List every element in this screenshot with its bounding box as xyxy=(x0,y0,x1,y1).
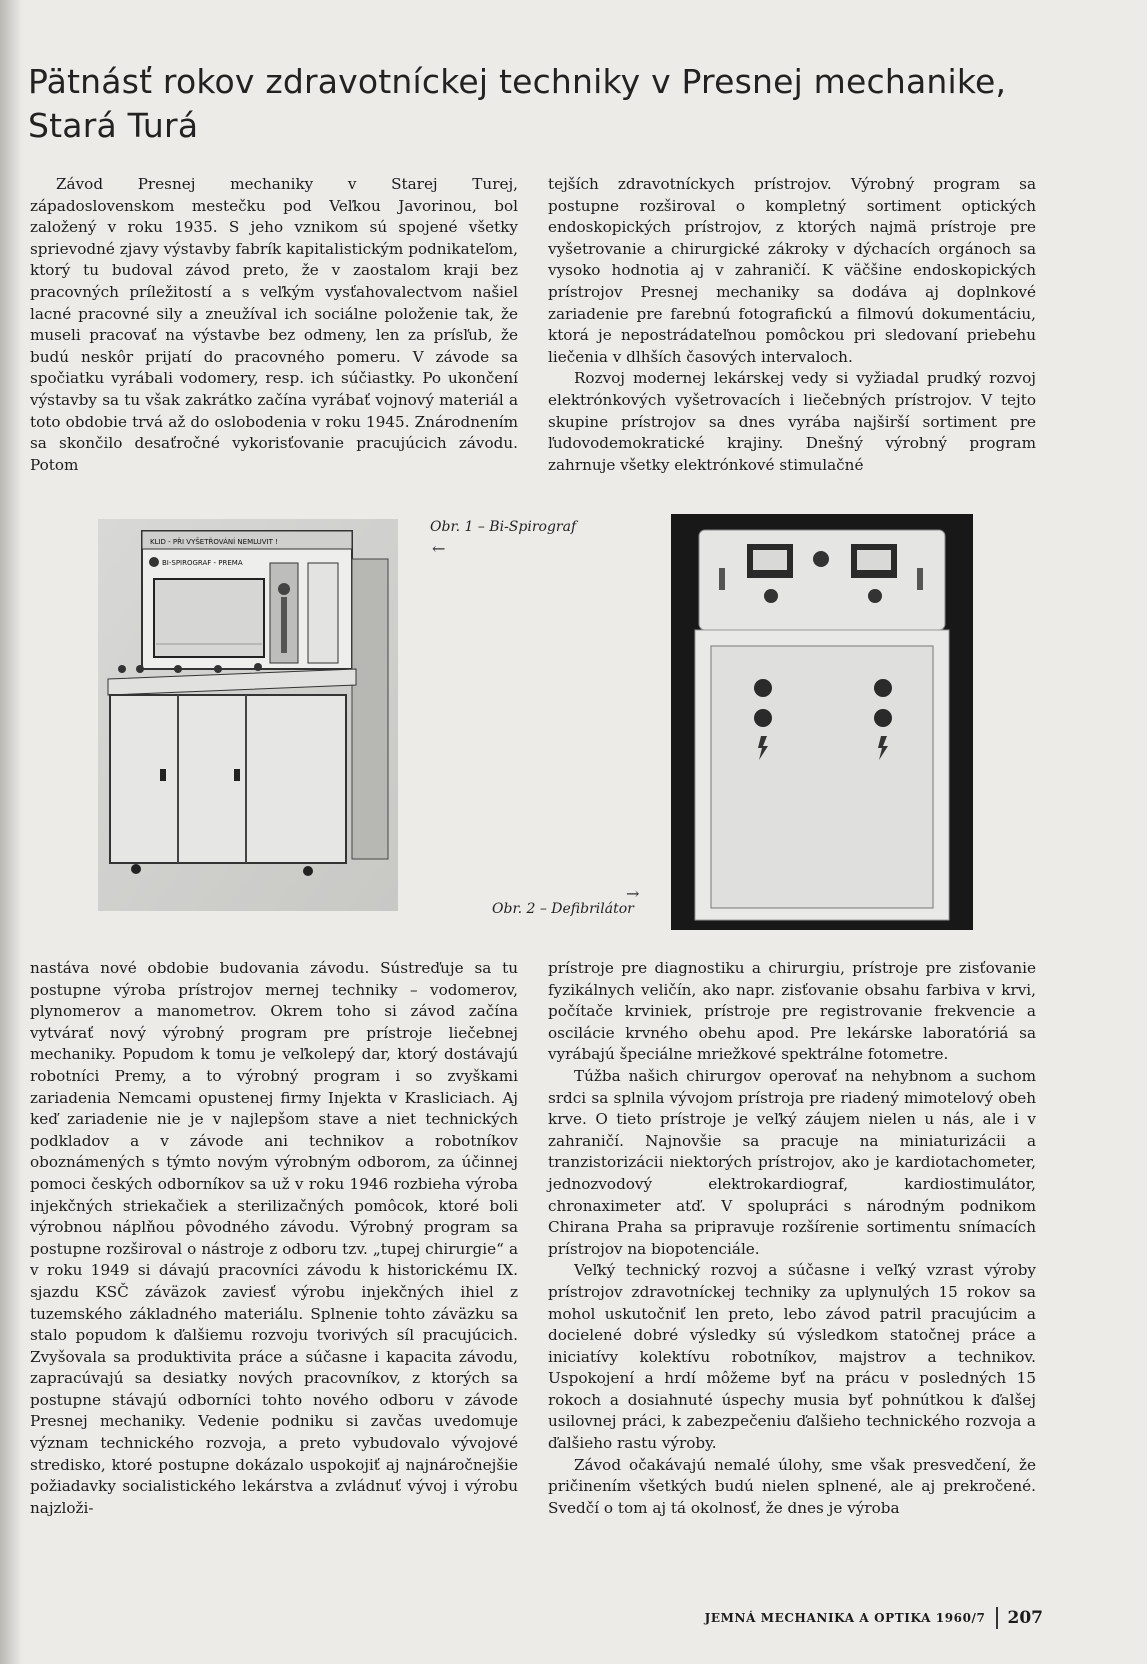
figure-1-arrow: ← xyxy=(432,539,446,558)
figure-bi-spirograf-photo xyxy=(98,519,398,911)
figure-2-caption: Obr. 2 – Defibrilátor xyxy=(492,901,634,917)
column-1-top xyxy=(30,174,518,476)
figure-1-caption: Obr. 1 – Bi-Spirograf xyxy=(430,519,577,535)
page-number: 207 xyxy=(1007,1608,1043,1628)
article-title xyxy=(28,60,1068,148)
page-footer xyxy=(705,1607,1043,1629)
title-line-1: Pätnásť rokov zdravotníckej techniky v Presnej mechanike, xyxy=(28,62,1007,101)
column-2-top xyxy=(548,174,1036,476)
paragraph: Závod Presnej mechaniky v Starej Turej, západoslovenskom mestečku pod Veľkou Javorinou, bol založený v roku 1935. S jeho vznikom sú spojené všetky sprievodné zjavy výstavby fabrík kapitalistickým podnikateľom, ktorý tu budoval závod preto, že v zaostalom kraji bez pracovných príležitostí a s veľkým vysťahovalectvom našiel lacné pracovné sily a zneužíval ich sociálne položenie tak, že museli pracovať na výstavbe bez odmeny, len za prísľub, že budú neskôr prijatí do pracovného pomeru. V závode sa spočiatku vyrábali vodomery, resp. ich súčiastky. Po ukončení výstavby sa tu však zakrátko začína vyrábať vojnový materiál a toto obdobie trvá až do oslobodenia v roku 1945. Znárodnením sa skončilo desaťročné vykorisťovanie pracujúcich závodu. Potom xyxy=(30,175,518,474)
page-edge-shadow xyxy=(0,0,22,1664)
paragraph: Závod očakávajú nemalé úlohy, sme však presvedčení, že pričinením všetkých budú nielen splnené, ale aj prekročené. Svedčí o tom aj tá okolnosť, že dnes je výroba xyxy=(548,1455,1036,1517)
column-2-bottom xyxy=(548,958,1036,1519)
paragraph: prístroje pre diagnostiku a chirurgiu, prístroje pre zisťovanie fyzikálnych veličín, ako napr. zisťovanie obsahu farbiva v krvi, počítače krviniek, prístroje pre registrovanie frekvencie a oscilácie krvného obehu apod. Pre lekárske laboratóriá sa vyrábajú špeciálne mriežkové spektrálne fotometre. xyxy=(548,959,1036,1064)
figure-defibrilator-photo xyxy=(671,514,973,930)
paragraph: Rozvoj modernej lekárskej vedy si vyžiadal prudký rozvoj elektrónkových vyšetrovacích i liečebných prístrojov. V tejto skupine prístrojov sa dnes vyrába najširší sortiment pre ľudovodemokratické krajiny. Dnešný výrobný program zahrnuje všetky elektrónkové stimulačné xyxy=(548,369,1036,474)
paragraph: tejších zdravotníckych prístrojov. Výrobný program sa postupne rozširoval o kompletný sortiment optických endoskopických prístrojov, z ktorých najmä prístroje pre vyšetrovanie a chirurgické zákroky v dýchacích orgánoch sa vysoko hodnotia aj v zahraničí. K väčšine endoskopických prístrojov Presnej mechaniky sa dodáva aj doplnkové zariadenie pre farebnú fotografickú a filmovú dokumentáciu, ktorá je nepostrádateľnou pomôckou pri sledovaní priebehu liečenia v dlhších časových intervaloch. xyxy=(548,175,1036,366)
sign-text-top: KLID - PŘI VYŠETŘOVÁNÍ NEMLUVIT ! xyxy=(150,538,278,546)
journal-name: JEMNÁ MECHANIKA A OPTIKA 1960/7 xyxy=(704,1611,986,1625)
figure-2-arrow: → xyxy=(626,884,640,903)
paragraph: Túžba našich chirurgov operovať na nehybnom a suchom srdci sa splnila vývojom prístroja pre riadený mimotelový obeh krve. O tieto prístroje je veľký záujem nielen u nás, ale i v zahraničí. Najnovšie sa pracuje na miniaturizácii a tranzistorizácii niektorých prístrojov, ako je kardiotachometer, jednozvodový elektrokardiograf, kardiostimulátor, chronaximeter atď. V spolupráci s národným podnikom Chirana Praha sa pripravuje rozšírenie sortimentu snímacích prístrojov na biopotenciále. xyxy=(548,1066,1036,1258)
title-line-2: Stará Turá xyxy=(28,106,199,145)
paragraph: nastáva nové obdobie budovania závodu. Sústreďuje sa tu postupne výroba prístrojov mernej techniky – vodomerov, plynomerov a manometrov. Okrem toho si závod začína vytvárať nový výrobný program pre prístroje liečebnej mechaniky. Popudom k tomu je veľkolepý dar, ktorý dostávajú robotníci Premy, a to výrobný program i so zvyškami zariadenia Nemcami opustenej firmy Injekta v Krasliciach. Aj keď zariadenie nie je v najlepšom stave a niet technických podkladov a v závode ani technikov a robotníkov oboznámených s týmto novým výrobným odborom, za účinnej pomoci českých odborníkov sa už v roku 1946 rozbieha výroba injekčných striekačiek a sterilizačných pomôcok, ktoré boli výrobnou náplňou pôvodného závodu. Výrobný program sa postupne rozširoval o nástroje z odboru tzv. „tupej chirurgie“ a v roku 1949 si dávajú pracovníci závodu k historickému IX. sjazdu KSČ záväzok zaviesť výrobu injekčných ihiel z tuzemského základného materiálu. Splnenie tohto záväzku sa stalo popudom k ďalšiemu rozvoju tvorivých síl pracujúcich. Zvyšovala sa produktivita práce a súčasne i kapacita závodu, zapracúvajú sa desiatky nových pracovníkov, z ktorých sa postupne stávajú odborníci tohto nového odboru v závode Presnej mechaniky. Vedenie podniku si zavčas uvedomuje význam technického rozvoja, a preto vybudovalo vývojové stredisko, ktoré postupne dokázalo uspokojiť aj najnáročnejšie požiadavky socialistického lekárstva a zvládnuť vývoj i výrobu najzloži- xyxy=(30,959,518,1517)
footer-divider xyxy=(996,1607,998,1629)
column-1-bottom xyxy=(30,958,518,1519)
sign-text-name: BI-SPIROGRAF - PREMA xyxy=(162,559,243,567)
paragraph: Veľký technický rozvoj a súčasne i veľký vzrast výroby prístrojov zdravotníckej techniky za uplynulých 15 rokov sa mohol uskutočniť len preto, lebo závod patril pracujúcim a docielené dobré výsledky sú výsledkom statočnej práce a iniciatívy kolektívu robotníkov, majstrov a technikov. Uspokojení a hrdí môžeme byť na prácu v posledných 15 rokoch a dosiahnuté úspechy musia byť pohnútkou k ďalšej usilovnej práci, k zabezpečeniu ďalšieho technického rozvoja a ďalšieho rastu výroby. xyxy=(548,1261,1036,1453)
